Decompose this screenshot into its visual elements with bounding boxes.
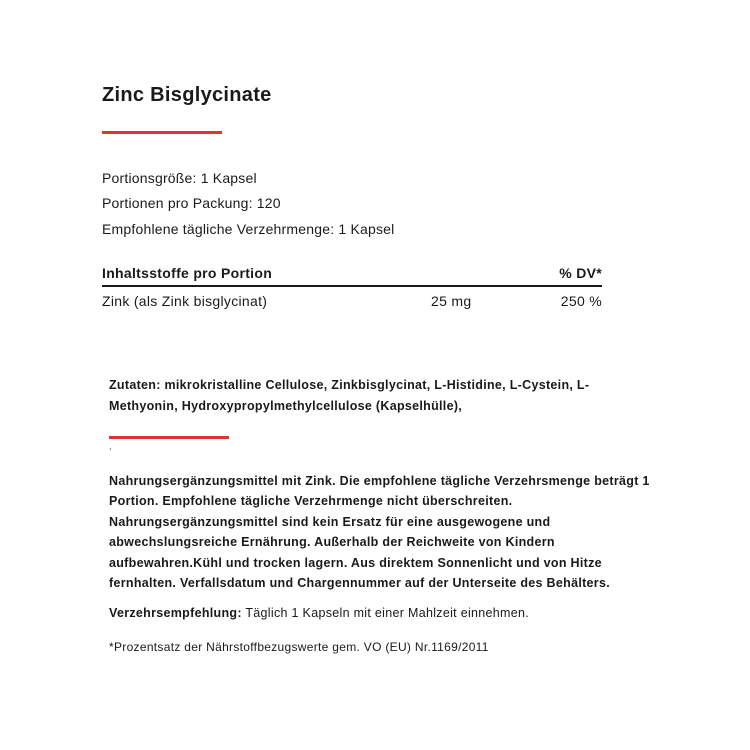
table-row — [102, 287, 602, 313]
dv-footnote: *Prozentsatz der Nährstoffbezugswerte gem. VO (EU) Nr.1169/2011 — [109, 640, 489, 654]
title-divider — [102, 131, 222, 134]
section-divider — [109, 436, 229, 439]
nutrient-name: Zink (als Zink bisglycinat) — [102, 293, 268, 309]
separator-mark: , — [109, 441, 112, 451]
recommended-daily-intake: Empfohlene tägliche Verzehrmenge: 1 Kapsel — [102, 221, 395, 237]
nutrient-dv: 250 % — [560, 293, 602, 309]
ingredients-column-header: Inhaltsstoffe pro Portion — [102, 265, 273, 281]
ingredients-text: Zutaten: mikrokristalline Cellulose, Zinkbisglycinat, L-Histidine, L-Cystein, L-Methyonin, Hydroxypropylmethylcellulose (Kapselhülle), — [109, 378, 590, 413]
supplement-notice: Nahrungsergänzungsmittel mit Zink. Die empfohlene tägliche Verzehrsmenge beträgt 1 Portion. Empfohlene tägliche Verzehrmenge nicht überschreiten. Nahrungsergänzungsmittel sind kein Ersatz für eine ausgewogene und abwechslungsreiche Ernährung. Außerhalb der Reichweite von Kindern aufbewahren.Kühl und trocken lagern. Aus direktem Sonnenlicht und von Hitze fernhalten. Verfallsdatum und Chargennummer auf der Unterseite des Behälters. — [109, 474, 650, 591]
product-title: Zinc Bisglycinate — [102, 84, 272, 106]
dv-column-header: % DV* — [559, 265, 602, 281]
dosage-recommendation — [109, 606, 529, 620]
table-header — [102, 265, 602, 287]
dosage-label: Verzehrsempfehlung: — [109, 606, 242, 620]
servings-per-container: Portionen pro Packung: 120 — [102, 195, 281, 211]
nutrient-amount: 25 mg — [431, 293, 472, 309]
serving-size: Portionsgröße: 1 Kapsel — [102, 170, 257, 186]
nutrition-table — [102, 265, 602, 313]
dosage-text: Täglich 1 Kapseln mit einer Mahlzeit einnehmen. — [241, 606, 530, 620]
